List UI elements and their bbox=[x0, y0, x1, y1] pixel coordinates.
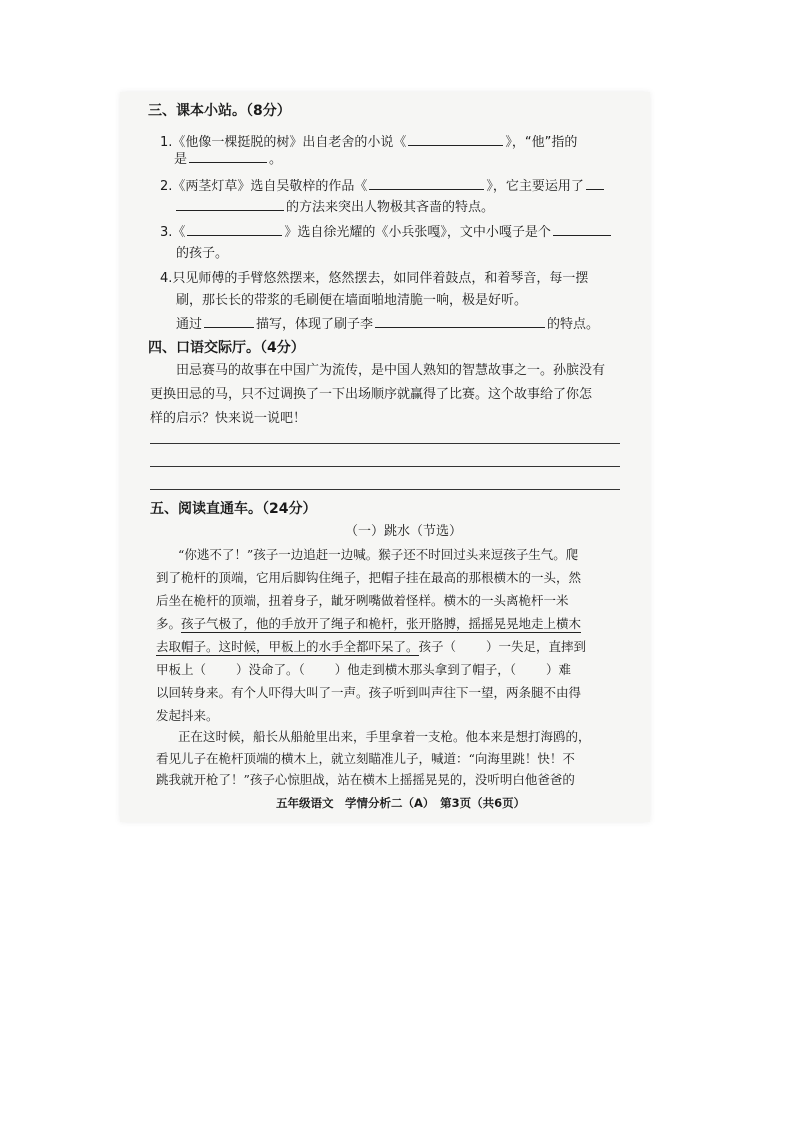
question-4-line-3: 通过 描写，体现了刷子李 的特点。 bbox=[176, 317, 600, 332]
answer-line[interactable] bbox=[150, 466, 620, 467]
section-4-paragraph-line-2: 更换田忌的马，只不过调换了一下出场顺序就赢得了比赛。这个故事给了你怎 bbox=[150, 387, 593, 402]
answer-blank[interactable] bbox=[369, 177, 484, 190]
question-4-line-2: 刷，那长长的带浆的毛刷便在墙面啪地清脆一响，极是好听。 bbox=[176, 293, 528, 308]
page-footer: 五年级语文 学情分析二（A） 第3页（共6页） bbox=[276, 796, 526, 810]
question-4-line-1: 4.只见师傅的手臂悠然摆来，悠然摆去，如同伴着鼓点，和着琴音，每一摆 bbox=[160, 271, 589, 286]
question-2-line-2: 的方法来突出人物极其吝啬的特点。 bbox=[174, 198, 494, 217]
answer-blank[interactable] bbox=[586, 177, 604, 190]
underlined-sentence: 去取帽子。这时候，甲板上的水手全都吓呆了。 bbox=[156, 639, 419, 654]
answer-blank[interactable] bbox=[187, 223, 282, 236]
reading-line-4: 多。孩子气极了，他的手放开了绳子和桅杆，张开胳膊，摇摇晃晃地走上横木 bbox=[156, 616, 582, 631]
question-3-line-2: 的孩子。 bbox=[176, 246, 229, 261]
answer-line[interactable] bbox=[150, 489, 620, 490]
reading-line-2: 到了桅杆的顶端，它用后脚钩住绳子，把帽子挂在最高的那根横木的一头，然 bbox=[156, 570, 582, 585]
answer-line[interactable] bbox=[150, 443, 620, 444]
section-4-paragraph-line-3: 样的启示？快来说一说吧！ bbox=[150, 411, 307, 426]
reading-subtitle: （一）跳水（节选） bbox=[345, 524, 463, 539]
underlined-sentence: 孩子气极了，他的手放开了绳子和桅杆，张开胳膊，摇摇晃晃地走上横木 bbox=[181, 616, 582, 631]
answer-blank[interactable] bbox=[176, 198, 284, 211]
reading-line-7: 以回转身来。有个人吓得大叫了一声。孩子听到叫声往下一望，两条腿不由得 bbox=[156, 685, 582, 700]
reading-line-8: 发起抖来。 bbox=[156, 708, 219, 723]
reading-line-1: “你逃不了！”孩子一边追赶一边喊。猴子还不时回过头来逗孩子生气。爬 bbox=[178, 547, 579, 562]
reading-line-10: 看见儿子在桅杆顶端的横木上，就立刻瞄准儿子，喊道：“向海里跳！快！不 bbox=[156, 751, 575, 766]
question-1-line-1: 1.《他像一棵挺脱的树》出自老舍的小说《 》，“他”指的 bbox=[160, 135, 578, 150]
answer-blank[interactable] bbox=[408, 133, 503, 146]
question-1-line-2: 是 。 bbox=[174, 152, 283, 167]
answer-blank[interactable] bbox=[204, 315, 254, 328]
answer-blank[interactable] bbox=[375, 315, 545, 328]
reading-line-3: 后坐在桅杆的顶端，扭着身子，龇牙咧嘴做着怪样。横木的一头离桅杆一米 bbox=[156, 593, 569, 608]
section-4-title: 四、口语交际厅。（4分） bbox=[148, 340, 305, 356]
question-2-line-1: 2.《两茎灯草》选自吴敬梓的作品《 》，它主要运用了 bbox=[160, 177, 606, 196]
answer-blank[interactable] bbox=[189, 150, 267, 163]
question-3-line-1: 3.《 》选自徐光耀的《小兵张嘎》，文中小嘎子是个 bbox=[160, 223, 613, 242]
section-3-title: 三、课本小站。（8分） bbox=[148, 103, 291, 119]
section-4-paragraph-line-1: 田忌赛马的故事在中国广为流传，是中国人熟知的智慧故事之一。孙膑没有 bbox=[176, 363, 606, 378]
reading-line-6: 甲板上（ ）没命了。（ ）他走到横木那头拿到了帽子，（ ）难 bbox=[156, 662, 572, 677]
reading-line-9-text: 正在这时候，船长从船舱里出来，手里拿着一支枪。他本来是想打海鸥的， bbox=[178, 729, 591, 744]
answer-blank[interactable] bbox=[553, 223, 611, 236]
reading-line-11: 跳我就开枪了！”孩子心惊胆战，站在横木上摇摇晃晃的，没听明白他爸爸的 bbox=[156, 772, 575, 787]
section-5-title: 五、阅读直通车。（24分） bbox=[150, 501, 317, 517]
reading-line-5: 去取帽子。这时候，甲板上的水手全都吓呆了。孩子（ ）一失足，直摔到 bbox=[156, 639, 587, 654]
